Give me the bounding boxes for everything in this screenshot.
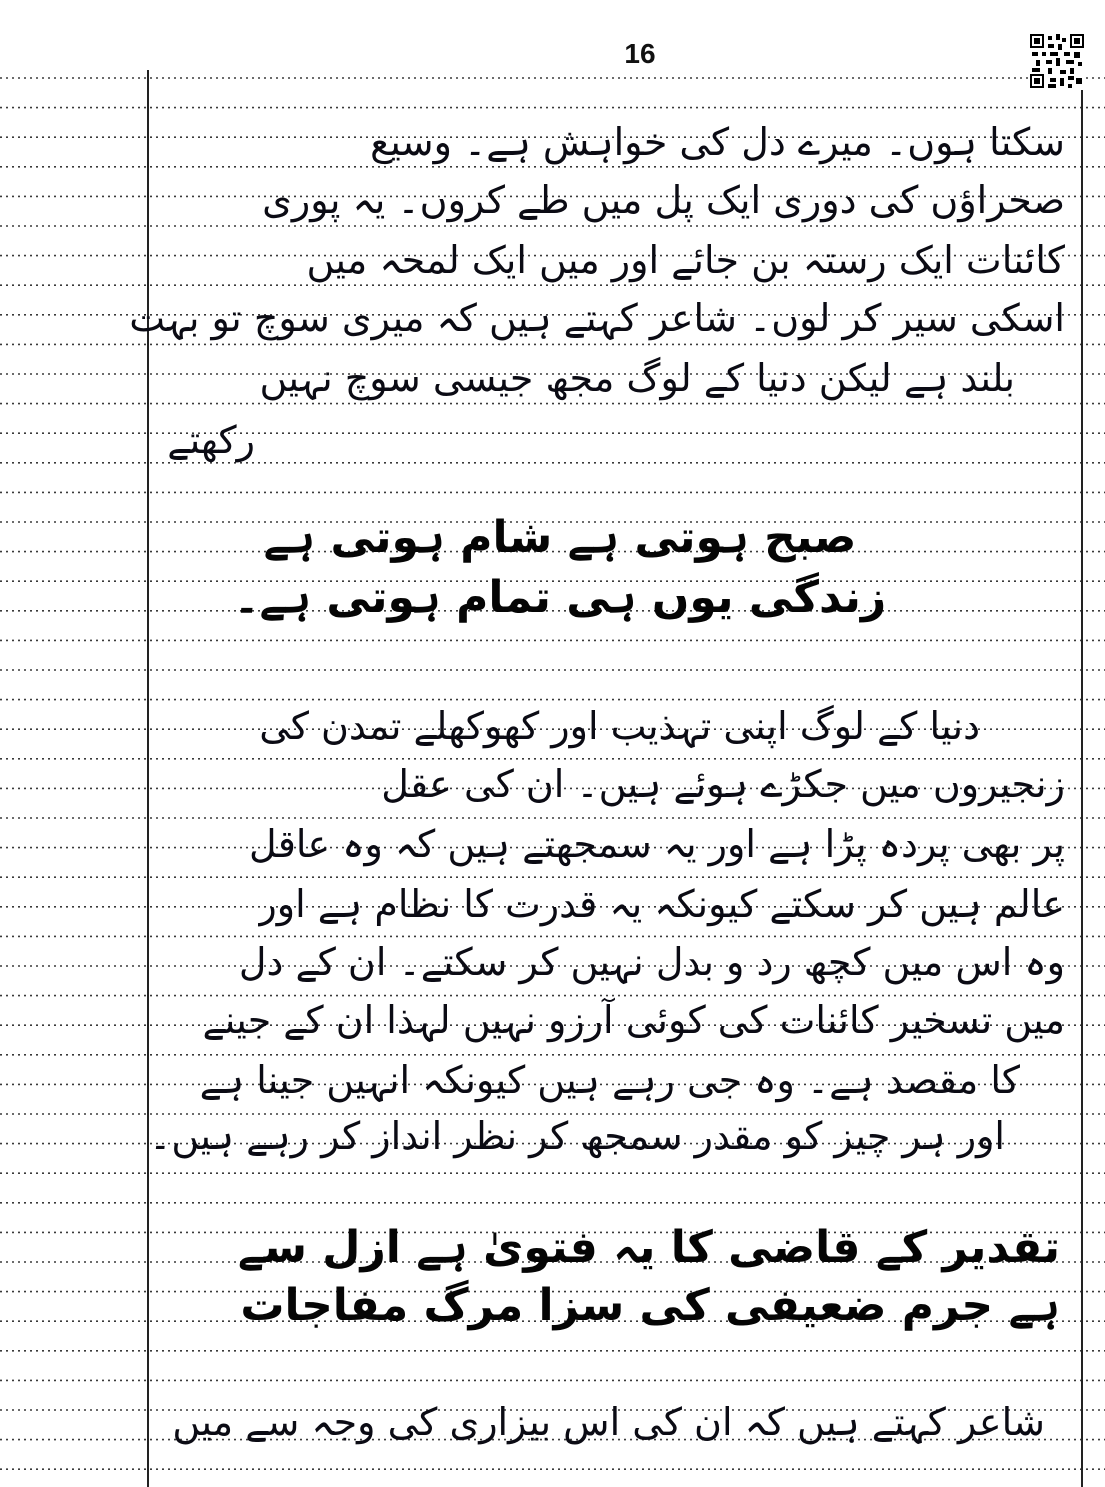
- paragraph1-line: سکتا ہوں۔ میرے دل کی خواہش ہے۔ وسیع: [370, 120, 1065, 164]
- couplet1-line1: صبح ہوتی ہے شام ہوتی ہے: [263, 512, 857, 563]
- paragraph1-line: کائنات ایک رستہ بن جائے اور میں ایک لمحہ میں: [306, 238, 1065, 282]
- paragraph1-line: صحراؤں کی دوری ایک پل میں طے کروں۔ یہ پوری: [262, 178, 1065, 222]
- paragraph1-line: بلند ہے لیکن دنیا کے لوگ مجھ جیسی سوچ نہیں: [259, 356, 1015, 400]
- paragraph2-line: وہ اس میں کچھ رد و بدل نہیں کر سکتے۔ ان کے دل: [238, 940, 1065, 984]
- paragraph1-line: رکھتے: [167, 418, 255, 462]
- paragraph3-line: شاعر کہتے ہیں کہ ان کی اس بیزاری کی وجہ سے میں: [172, 1400, 1045, 1444]
- couplet1-line2: زندگی یوں ہی تمام ہوتی ہے۔: [233, 572, 887, 623]
- paragraph2-line: کا مقصد ہے۔ وہ جی رہے ہیں کیونکہ انہیں جینا ہے: [199, 1058, 1020, 1102]
- qr-code-icon: [1030, 34, 1084, 88]
- paragraph2-line: عالم ہیں کر سکتے کیونکہ یہ قدرت کا نظام ہے اور: [258, 882, 1065, 926]
- couplet2-line2: ہے جرم ضعیفی کی سزا مرگ مفاجات: [240, 1280, 1060, 1331]
- paragraph2-line: اور ہر چیز کو مقدر سمجھ کر نظر انداز کر رہے ہیں۔: [149, 1114, 1005, 1158]
- paragraph2-line: زنجیروں میں جکڑے ہوئے ہیں۔ ان کی عقل: [381, 762, 1065, 806]
- page-number: 16: [624, 38, 656, 69]
- couplet2-line1: تقدیر کے قاضی کا یہ فتویٰ ہے ازل سے: [237, 1222, 1060, 1273]
- paragraph1-line: اسکی سیر کر لوں۔ شاعر کہتے ہیں کہ میری سوچ تو بہت: [129, 296, 1065, 340]
- paragraph2-line: دنیا کے لوگ اپنی تہذیب اور کھوکھلے تمدن کی: [259, 704, 980, 748]
- paragraph2-line: پر بھی پردہ پڑا ہے اور یہ سمجھتے ہیں کہ وہ عاقل: [248, 822, 1065, 866]
- paragraph2-line: میں تسخیر کائنات کی کوئی آرزو نہیں لہذا ان کے جینے: [202, 998, 1065, 1042]
